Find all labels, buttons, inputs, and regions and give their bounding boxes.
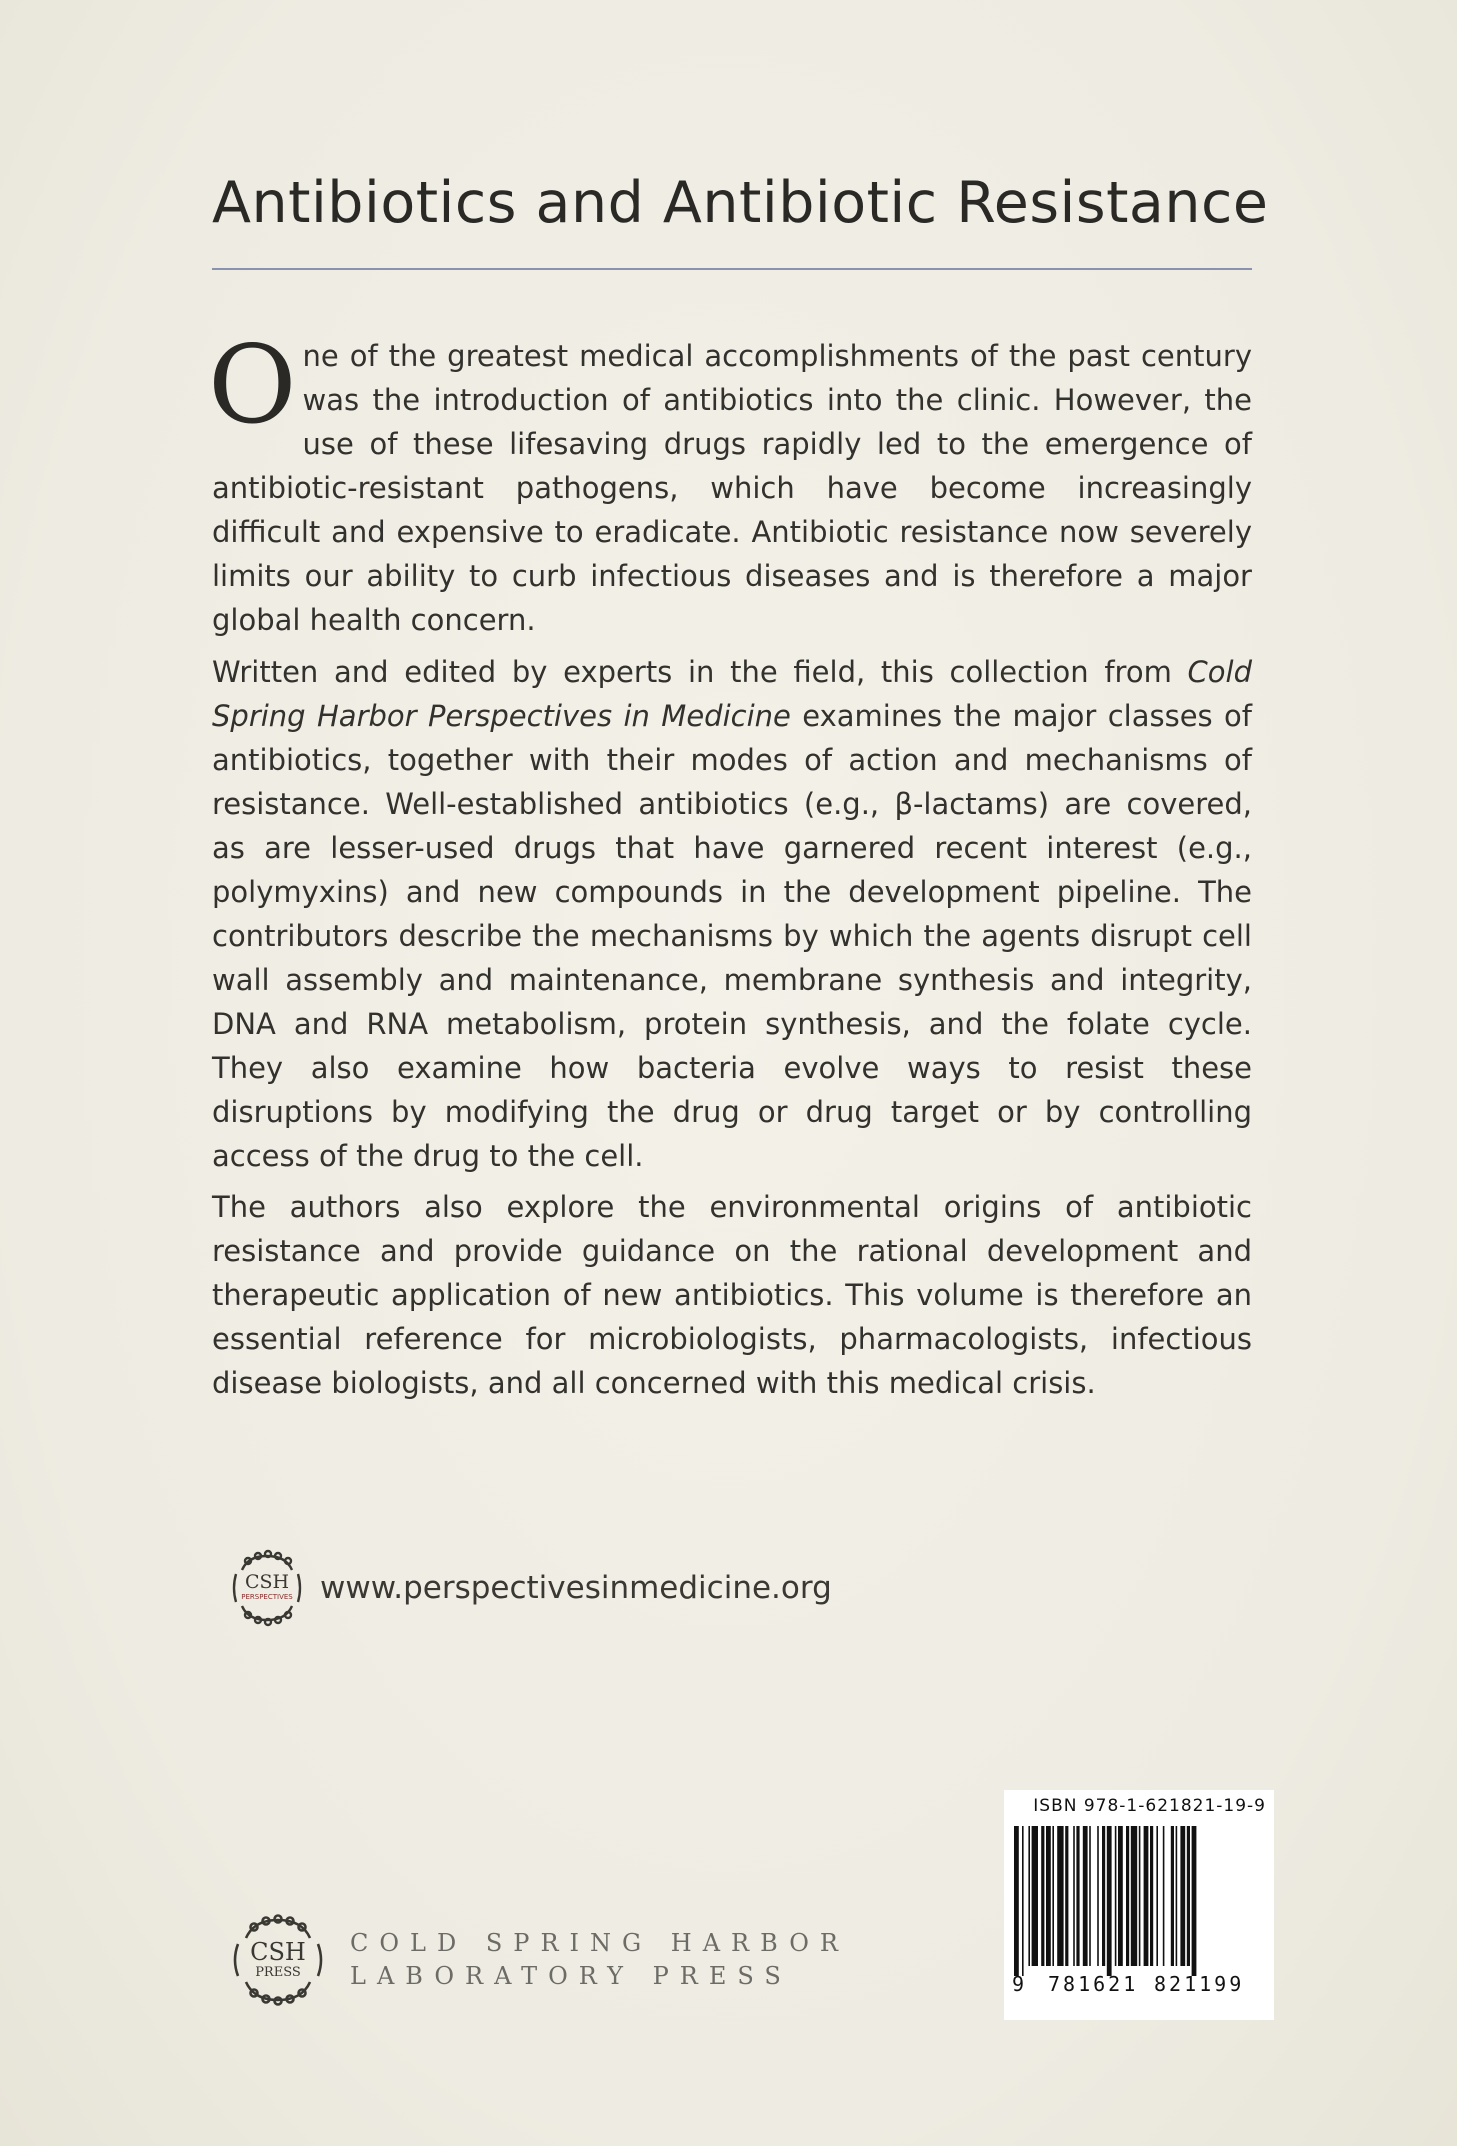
isbn-digit-group-2: 821199 <box>1154 1972 1245 1996</box>
barcode-bar <box>1156 1826 1158 1966</box>
barcode-bar <box>1083 1826 1088 1966</box>
website-url[interactable]: www.perspectivesinmedicine.org <box>320 1570 832 1606</box>
perspectives-logo-subtext: PERSPECTIVES <box>241 1593 293 1601</box>
barcode-bar <box>1171 1826 1174 1966</box>
barcode <box>1008 1826 1270 1976</box>
perspectives-logo-text: CSH <box>244 1571 290 1593</box>
barcode-bar <box>1089 1826 1091 1966</box>
barcode-bar <box>1144 1826 1149 1966</box>
paragraph-2-lead: Written and edited by experts in the field, this collection from <box>212 655 1188 689</box>
publisher-name-line-1: COLD SPRING HARBOR <box>350 1929 849 1957</box>
book-title: Antibiotics and Antibiotic Resistance <box>212 170 1269 236</box>
paragraph-1-text: ne of the greatest medical accomplishments of the past century was the introduction of antibiotics into the clinic. However, the use of these lifesaving drugs rapidly led to the emergence of antibiotic-resistant pathogens, which have become increasingly difficult and expensive to eradicate. Antibiotic resistance now severely limits our ability to curb infectious diseases and is therefore a major global health concern. <box>212 339 1252 637</box>
description-paragraph-3 <box>212 1185 1252 1405</box>
barcode-bar <box>1014 1826 1019 1976</box>
description-paragraph-1 <box>208 323 1252 642</box>
isbn-digit-lead: 9 <box>1012 1972 1025 1996</box>
barcode-bar <box>1022 1826 1024 1976</box>
barcode-bar <box>1115 1826 1117 1966</box>
isbn-label: ISBN 978-1-621821-19-9 <box>1033 1796 1266 1816</box>
isbn-digit-group-1: 781621 <box>1048 1972 1139 1996</box>
barcode-bar <box>1126 1826 1129 1966</box>
barcode-bar <box>1107 1826 1112 1976</box>
barcode-bar <box>1065 1826 1068 1966</box>
csh-press-logo-icon <box>228 1910 328 2010</box>
barcode-bar <box>1032 1826 1038 1966</box>
barcode-bar <box>1028 1826 1030 1966</box>
barcode-bar <box>1057 1826 1063 1966</box>
barcode-bar <box>1163 1826 1165 1966</box>
barcode-bar <box>1187 1826 1190 1966</box>
barcode-bar <box>1131 1826 1137 1966</box>
csh-perspectives-logo-icon <box>228 1548 306 1628</box>
description-paragraph-2 <box>212 650 1252 1178</box>
barcode-bar <box>1052 1826 1054 1966</box>
barcode-bar <box>1150 1826 1153 1966</box>
paragraph-2-text: examines the major classes of antibiotics, together with their modes of action and mechanisms of resistance. Well-established antibiotics (e.g., β-lactams) are covered, as are lesser-used drugs that have garnered recent interest (e.g., polymyxins) and new compounds in the development pipeline. The contributors describe the mechanisms by which the agents disrupt cell wall assembly and maintenance, membrane synthesis and integrity, DNA and RNA metabolism, protein synthesis, and the folate cycle. They also examine how bacteria evolve ways to resist these disruptions by modifying the drug or drug target or by controlling access of the drug to the cell. <box>212 699 1252 1173</box>
press-logo-subtext: PRESS <box>255 1965 301 1980</box>
barcode-bar <box>1180 1826 1185 1966</box>
title-rule <box>212 268 1252 270</box>
barcode-bar <box>1073 1826 1075 1966</box>
barcode-bar <box>1139 1826 1141 1966</box>
barcode-bar <box>1102 1826 1105 1966</box>
barcode-bar <box>1118 1826 1123 1966</box>
barcode-bar <box>1097 1826 1099 1966</box>
publisher-block <box>228 1910 849 2010</box>
paragraph-3-text: The authors also explore the environmental origins of antibiotic resistance and provide guidance on the rational development and therapeutic application of new antibiotics. This volume is therefore an essential reference for microbiologists, pharmacologists, infectious disease biologists, and all concerned with this medical crisis. <box>212 1190 1252 1400</box>
barcode-bar <box>1176 1826 1178 1966</box>
press-logo-text: CSH <box>250 1938 306 1966</box>
website-line <box>228 1548 832 1628</box>
drop-cap: O <box>208 323 297 448</box>
barcode-bar <box>1192 1826 1197 1976</box>
barcode-bar <box>1041 1826 1044 1966</box>
publisher-name-line-2: LABORATORY PRESS <box>350 1962 792 1990</box>
publisher-name <box>350 1927 849 1993</box>
barcode-bar <box>1046 1826 1051 1966</box>
barcode-bar <box>1076 1826 1079 1966</box>
series-title: Cold Spring Harbor Perspectives in Medicine <box>212 655 1252 733</box>
isbn-barcode-block <box>1004 1790 1274 2020</box>
